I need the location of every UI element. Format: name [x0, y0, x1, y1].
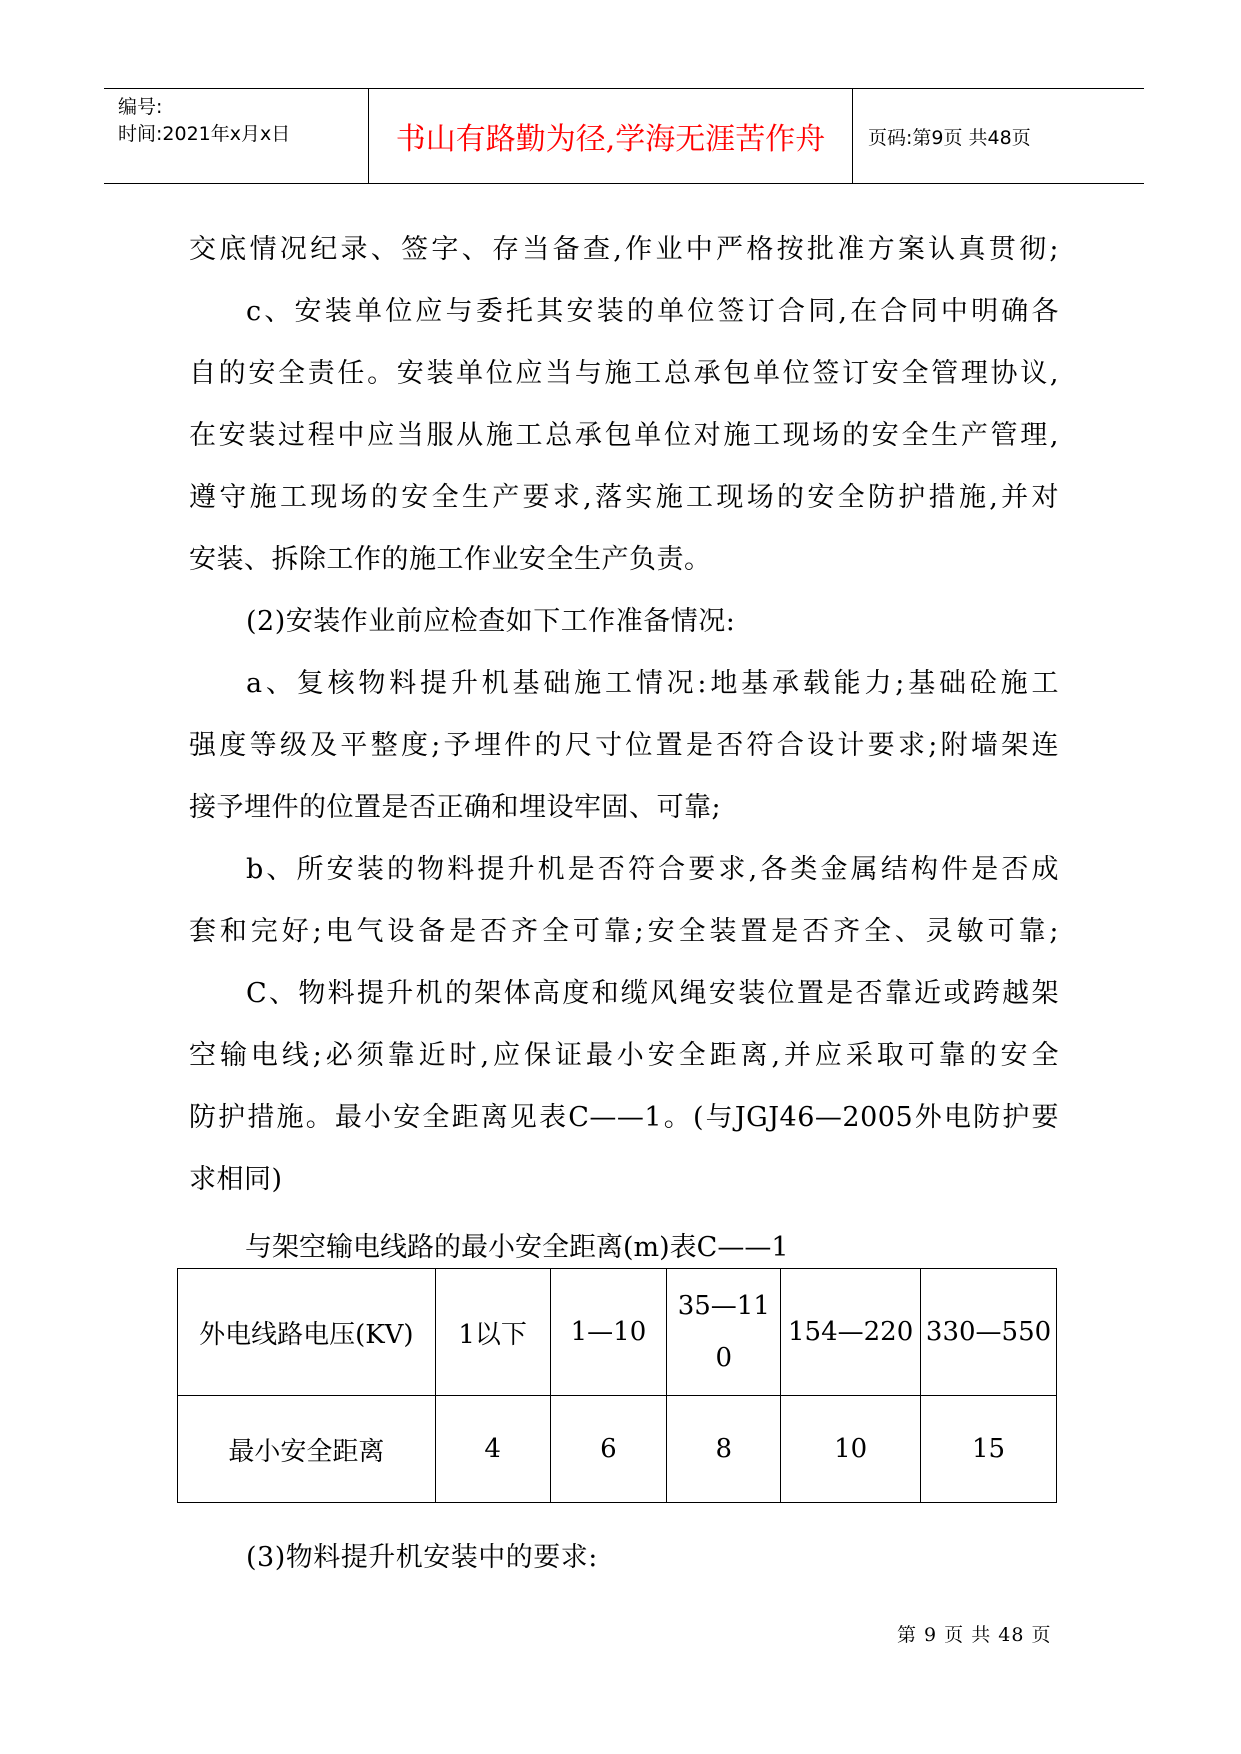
- body-line: 安装、拆除工作的施工作业安全生产负责。: [189, 544, 712, 575]
- body-line: 强度等级及平整度;予埋件的尺寸位置是否符合设计要求;附墙架连: [189, 730, 1059, 761]
- body-line: 在安装过程中应当服从施工总承包单位对施工现场的安全生产管理,: [189, 420, 1059, 451]
- body-line: 求相同): [189, 1164, 283, 1195]
- table-cell: 330—550: [921, 1269, 1057, 1396]
- header-motto-cell: [368, 89, 853, 183]
- document-time-label: 时间:2021年x月x日: [118, 123, 291, 145]
- table-cell: 1—10: [550, 1269, 667, 1396]
- body-line: a、复核物料提升机基础施工情况:地基承载能力;基础砼施工: [246, 668, 1059, 699]
- page-footer: 第 9 页 共 48 页: [897, 1624, 1052, 1646]
- body-line: 套和完好;电气设备是否齐全可靠;安全装置是否齐全、灵敏可靠;: [189, 916, 1059, 947]
- table-cell: 1以下: [435, 1269, 550, 1396]
- body-line: 接予埋件的位置是否正确和埋设牢固、可靠;: [189, 792, 722, 823]
- table-row: [178, 1396, 1057, 1503]
- table-cell: [667, 1269, 781, 1396]
- table-cell: 4: [435, 1396, 550, 1503]
- body-line: 防护措施。最小安全距离见表C——1。(与JGJ46—2005外电防护要: [189, 1102, 1059, 1133]
- table-cell: 8: [667, 1396, 781, 1503]
- section-heading-3: (3)物料提升机安装中的要求:: [246, 1542, 598, 1573]
- table-cell: 10: [781, 1396, 921, 1503]
- table-row: [178, 1269, 1057, 1396]
- body-line: 自的安全责任。安装单位应当与施工总承包单位签订安全管理协议,: [189, 358, 1059, 389]
- table-cell-line: 0: [715, 1343, 733, 1373]
- document-number-label: 编号:: [118, 96, 163, 118]
- table-cell: 15: [921, 1396, 1057, 1503]
- body-line: 交底情况纪录、签字、存当备查,作业中严格按批准方案认真贯彻;: [189, 234, 1059, 265]
- body-line: b、所安装的物料提升机是否符合要求,各类金属结构件是否成: [246, 854, 1059, 885]
- body-line: 遵守施工现场的安全生产要求,落实施工现场的安全防护措施,并对: [189, 482, 1059, 513]
- body-line: C、物料提升机的架体高度和缆风绳安装位置是否靠近或跨越架: [246, 978, 1059, 1009]
- table-caption: 与架空输电线路的最小安全距离(m)表C——1: [245, 1232, 789, 1263]
- header-left-cell: [104, 89, 368, 183]
- page-header: [104, 88, 1144, 184]
- table-cell: 6: [550, 1396, 667, 1503]
- table-cell: 154—220: [781, 1269, 921, 1396]
- table-row-label: 外电线路电压(KV): [178, 1269, 436, 1396]
- body-line: 空输电线;必须靠近时,应保证最小安全距离,并应采取可靠的安全: [189, 1040, 1059, 1071]
- section-heading-2: (2)安装作业前应检查如下工作准备情况:: [246, 606, 736, 637]
- table-cell-line: 35—11: [677, 1291, 770, 1321]
- header-motto: 书山有路勤为径,学海无涯苦作舟: [395, 122, 826, 157]
- safety-distance-table: [177, 1268, 1057, 1503]
- body-line: c、安装单位应与委托其安装的单位签订合同,在合同中明确各: [246, 296, 1059, 327]
- header-page-info: 页码:第9页 共48页: [868, 126, 1031, 149]
- table-row-label: 最小安全距离: [178, 1396, 436, 1503]
